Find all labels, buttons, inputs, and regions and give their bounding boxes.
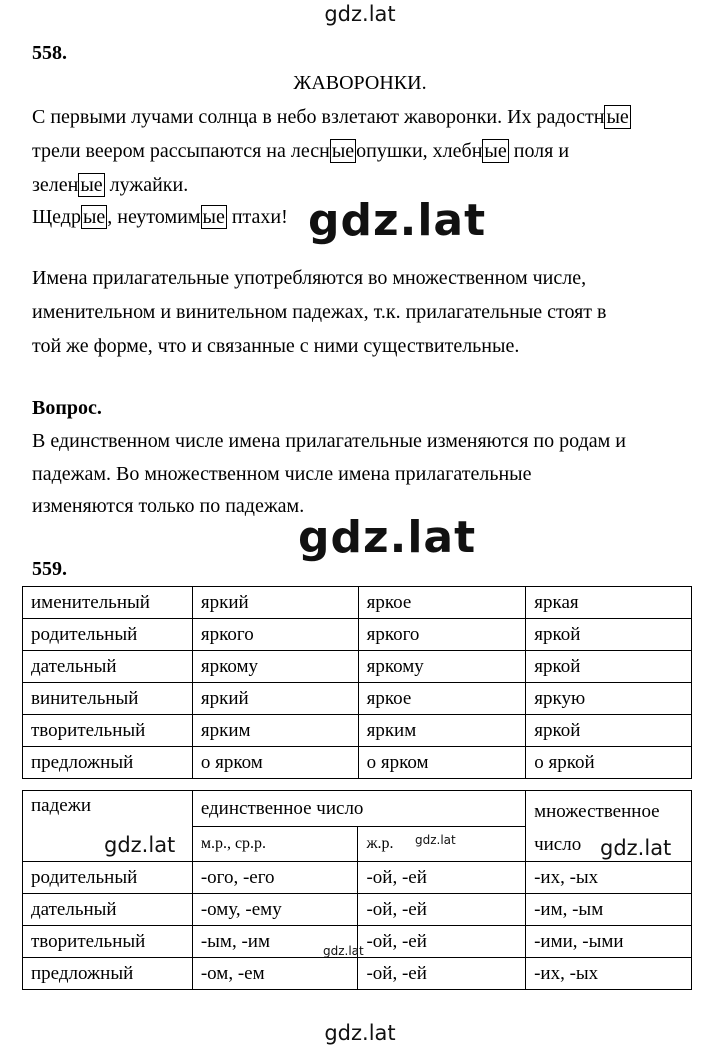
text-line-4: Щедр ые , неутомим ые птахи! — [32, 206, 288, 228]
fem-cell: яркую — [526, 683, 692, 715]
table-row — [23, 619, 692, 651]
case-cell: творительный — [23, 926, 193, 958]
table-row — [23, 958, 692, 990]
masc-cell: о ярком — [192, 747, 358, 779]
answer-line: изменяются только по падежам. — [32, 495, 305, 517]
answer-line: В единственном числе имена прилагательные изменяются по родам и — [32, 430, 626, 452]
case-cell: творительный — [23, 715, 193, 747]
declension-table — [22, 586, 692, 779]
fem-cell: о яркой — [526, 747, 692, 779]
watermark-table-right: gdz.lat — [600, 836, 672, 860]
text-line-3: зелен ые лужайки. — [32, 174, 189, 196]
neut-cell: ярким — [358, 715, 526, 747]
question-label: Вопрос. — [32, 397, 102, 419]
ending-box: ые — [202, 206, 225, 228]
case-cell: дательный — [23, 651, 193, 683]
text-line-1: С первыми лучами солнца в небо взлетают жаворонки. Их радостн ые — [32, 106, 629, 128]
watermark-top: gdz.lat — [324, 2, 396, 26]
case-cell: предложный — [23, 747, 193, 779]
ending-box: ые — [484, 140, 507, 162]
plural-ending: -их, -ых — [526, 862, 692, 894]
fem-ending: -ой, -ей — [358, 926, 526, 958]
watermark-table-small-2: gdz.lat — [323, 944, 364, 958]
masc-cell: яркого — [192, 619, 358, 651]
watermark-table-left: gdz.lat — [104, 833, 176, 857]
masc-cell: яркий — [192, 587, 358, 619]
case-cell: родительный — [23, 619, 193, 651]
masc-cell: яркому — [192, 651, 358, 683]
masc-cell: ярким — [192, 715, 358, 747]
ending-box: ые — [331, 140, 355, 162]
header-padezhi: падежи — [23, 791, 193, 862]
exercise-559-number: 559. — [32, 558, 67, 580]
explanation-line: Имена прилагательные употребляются во множественном числе, — [32, 267, 587, 289]
masc-neut-ending: -ым, -им — [192, 926, 358, 958]
neut-cell: яркого — [358, 619, 526, 651]
text-line-2: трели веером рассыпаются на лесн ые опушки, хлебн ые поля и — [32, 140, 570, 162]
fem-ending: -ой, -ей — [358, 894, 526, 926]
answer-line: падежам. Во множественном числе имена прилагательные — [32, 463, 532, 485]
table-header-row — [23, 791, 692, 827]
masc-cell: яркий — [192, 683, 358, 715]
neut-cell: о ярком — [358, 747, 526, 779]
table-row — [23, 651, 692, 683]
explanation-line: той же форме, что и связанные с ними существительные. — [32, 335, 520, 357]
header-fem: ж.р. — [358, 827, 526, 862]
header-singular: единственное число — [192, 791, 525, 827]
endings-table — [22, 790, 692, 990]
neut-cell: яркое — [358, 683, 526, 715]
text-title: ЖАВОРОНКИ. — [293, 72, 427, 94]
neut-cell: яркому — [358, 651, 526, 683]
exercise-558-number: 558. — [32, 42, 67, 64]
case-cell: предложный — [23, 958, 193, 990]
watermark-large-1: gdz.lat — [308, 195, 487, 246]
table-row — [23, 683, 692, 715]
header-masc-neut: м.р., ср.р. — [192, 827, 358, 862]
case-cell: винительный — [23, 683, 193, 715]
fem-ending: -ой, -ей — [358, 862, 526, 894]
fem-cell: яркая — [526, 587, 692, 619]
watermark-large-2: gdz.lat — [298, 512, 477, 563]
watermark-bottom: gdz.lat — [324, 1021, 396, 1045]
masc-neut-ending: -ому, -ему — [192, 894, 358, 926]
fem-cell: яркой — [526, 715, 692, 747]
case-cell: родительный — [23, 862, 193, 894]
table-row — [23, 747, 692, 779]
plural-ending: -ими, -ыми — [526, 926, 692, 958]
masc-neut-ending: -ого, -его — [192, 862, 358, 894]
ending-box: ые — [82, 206, 106, 228]
watermark-table-small-1: gdz.lat — [415, 833, 456, 847]
ending-box: ые — [606, 106, 629, 128]
neut-cell: яркое — [358, 587, 526, 619]
masc-neut-ending: -ом, -ем — [192, 958, 358, 990]
case-cell: именительный — [23, 587, 193, 619]
plural-ending: -их, -ых — [526, 958, 692, 990]
table-row — [23, 894, 692, 926]
header-plural: множественное число — [526, 791, 692, 862]
table-row — [23, 862, 692, 894]
fem-cell: яркой — [526, 619, 692, 651]
explanation-line: именительном и винительном падежах, т.к. прилагательные стоят в — [32, 301, 607, 323]
fem-ending: -ой, -ей — [358, 958, 526, 990]
fem-cell: яркой — [526, 651, 692, 683]
plural-ending: -им, -ым — [526, 894, 692, 926]
case-cell: дательный — [23, 894, 193, 926]
ending-box: ые — [80, 174, 103, 196]
table-row — [23, 715, 692, 747]
table-row — [23, 587, 692, 619]
